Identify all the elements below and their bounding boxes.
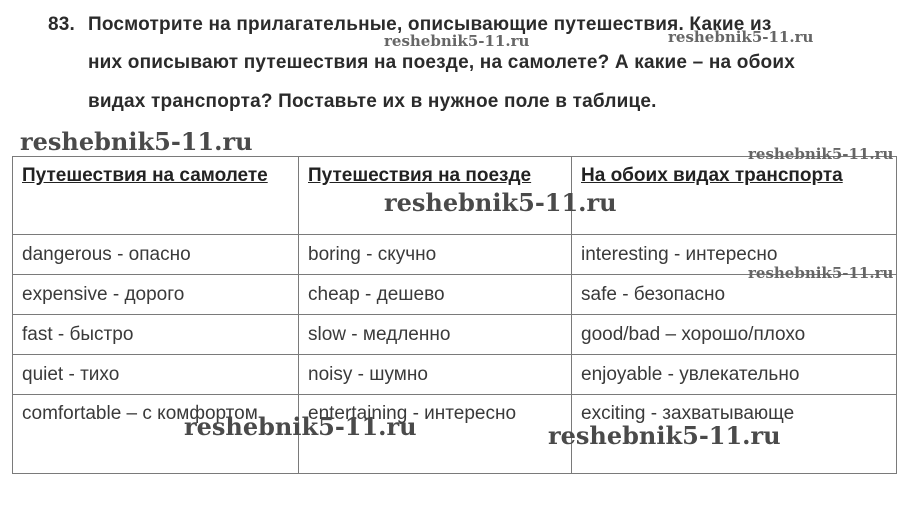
table-cell: noisy - шумно: [299, 355, 572, 395]
watermark: reshebnik5-11.ru: [184, 412, 417, 441]
table-cell: cheap - дешево: [299, 275, 572, 315]
transport-table: [12, 156, 897, 474]
exercise-line-3: видах транспорта? Поставьте их в нужное поле в таблице.: [88, 91, 657, 112]
table-cell: quiet - тихо: [13, 355, 299, 395]
watermark: reshebnik5-11.ru: [548, 421, 781, 450]
table-cell: slow - медленно: [299, 315, 572, 355]
table-cell: exciting - захватывающе: [572, 395, 897, 474]
table-row: [13, 315, 897, 355]
table-row: [13, 395, 897, 474]
table-cell: interesting - интересно: [572, 235, 897, 275]
table-cell: comfortable – с комфортом: [13, 395, 299, 474]
exercise-line-2: них описывают путешествия на поезде, на самолете? А какие – на обоих: [88, 52, 795, 73]
header-both: На обоих видах транспорта: [572, 157, 897, 235]
table-row: [13, 355, 897, 395]
table-cell: safe - безопасно: [572, 275, 897, 315]
table-row: [13, 235, 897, 275]
header-plane: Путешествия на самолете: [13, 157, 299, 235]
table-cell: expensive - дорого: [13, 275, 299, 315]
header-row: [13, 157, 897, 235]
table-cell: entertaining - интересно: [299, 395, 572, 474]
exercise-number: 83.: [48, 14, 76, 35]
table-cell: good/bad – хорошо/плохо: [572, 315, 897, 355]
watermark: reshebnik5-11.ru: [748, 145, 894, 163]
table-row: [13, 275, 897, 315]
header-train: Путешествия на поезде: [299, 157, 572, 235]
table-cell: dangerous - опасно: [13, 235, 299, 275]
table-cell: enjoyable - увлекательно: [572, 355, 897, 395]
watermark: reshebnik5-11.ru: [20, 127, 253, 156]
table-cell: fast - быстро: [13, 315, 299, 355]
table-cell: boring - скучно: [299, 235, 572, 275]
exercise-line-1: Посмотрите на прилагательные, описывающие путешествия. Какие из: [88, 14, 772, 35]
watermark: reshebnik5-11.ru: [748, 264, 894, 282]
watermark: reshebnik5-11.ru: [384, 188, 617, 217]
watermark: reshebnik5-11.ru: [668, 28, 814, 46]
watermark: reshebnik5-11.ru: [384, 32, 530, 50]
